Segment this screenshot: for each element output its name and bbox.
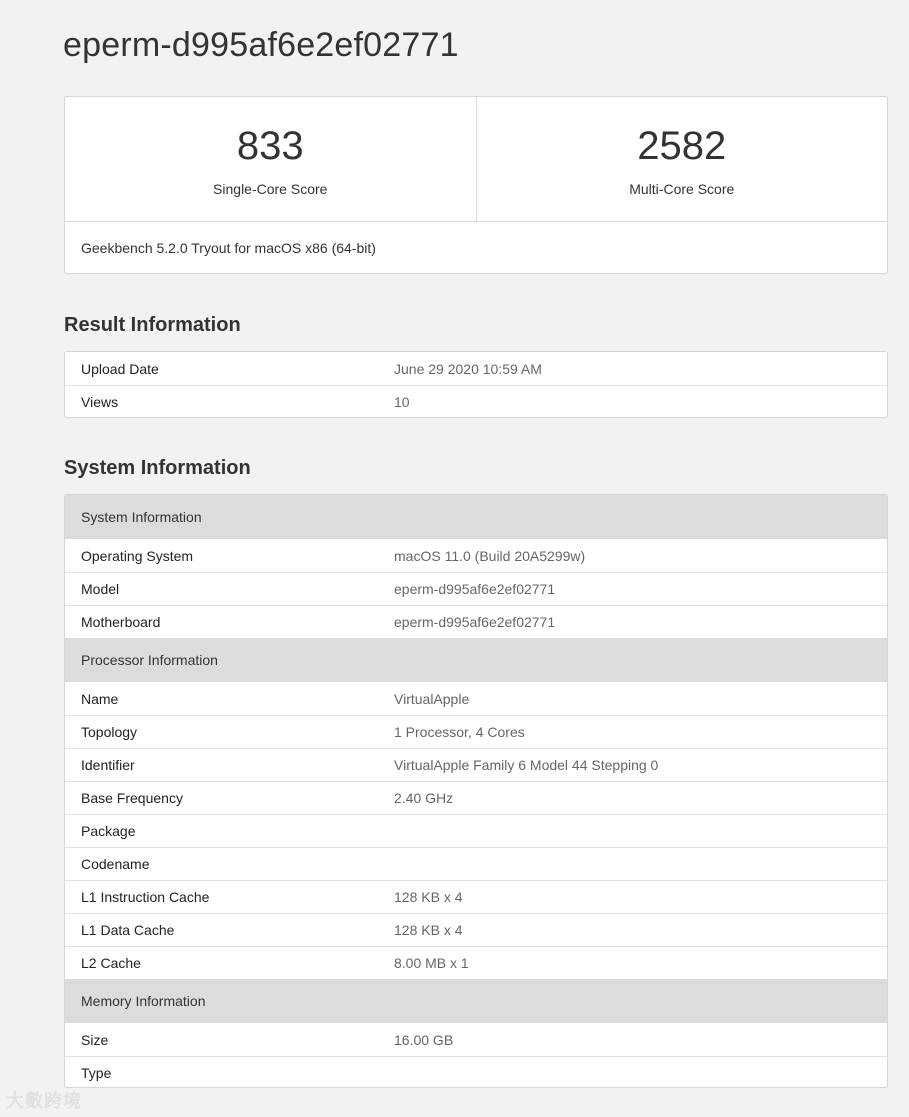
table-row xyxy=(65,572,887,605)
row-key: L1 Instruction Cache xyxy=(81,889,210,905)
row-key: Type xyxy=(81,1065,112,1081)
row-value: 128 KB x 4 xyxy=(394,889,463,905)
row-key: Views xyxy=(81,394,119,410)
result-information-table xyxy=(64,351,888,418)
row-value: 128 KB x 4 xyxy=(394,922,463,938)
table-row xyxy=(65,539,887,572)
row-key: Motherboard xyxy=(81,614,161,630)
row-key: Name xyxy=(81,690,119,707)
scores-row xyxy=(65,97,887,222)
row-key: Codename xyxy=(81,856,150,872)
row-key: Model xyxy=(81,581,120,597)
group-header-processor: Processor Information xyxy=(65,638,887,682)
group-header-system: System Information xyxy=(65,495,887,539)
score-card xyxy=(64,96,888,274)
table-row xyxy=(65,946,887,979)
table-row xyxy=(65,1056,887,1088)
row-value: VirtualApple Family 6 Model 44 Stepping 0 xyxy=(394,757,659,773)
system-information-title: System Information xyxy=(64,457,251,479)
row-value: 8.00 MB x 1 xyxy=(394,955,469,971)
multi-core-score xyxy=(476,97,888,221)
table-row xyxy=(65,352,887,385)
row-value: 2.40 GHz xyxy=(394,790,454,806)
table-row xyxy=(65,605,887,638)
multi-core-score-value: 2582 xyxy=(637,124,727,168)
table-row xyxy=(65,913,887,946)
row-key: Size xyxy=(81,1031,109,1048)
result-information-title: Result Information xyxy=(64,314,241,336)
table-row xyxy=(65,781,887,814)
row-key: Operating System xyxy=(81,547,194,564)
table-row xyxy=(65,682,887,715)
single-core-score-value: 833 xyxy=(236,124,304,168)
row-key: L1 Data Cache xyxy=(81,922,175,938)
table-row xyxy=(65,814,887,847)
row-key: Base Frequency xyxy=(81,790,183,806)
row-key: L2 Cache xyxy=(81,955,141,971)
table-row xyxy=(65,748,887,781)
single-core-score xyxy=(65,97,476,221)
row-key: Upload Date xyxy=(81,360,159,377)
row-value: eperm-d995af6e2ef02771 xyxy=(394,581,556,597)
page-title: eperm-d995af6e2ef02771 xyxy=(63,26,459,64)
row-value: macOS 11.0 (Build 20A5299w) xyxy=(394,547,586,564)
table-row xyxy=(65,715,887,748)
row-value: 16.00 GB xyxy=(394,1031,454,1048)
watermark: 大數跨境 xyxy=(6,1091,82,1111)
row-value: eperm-d995af6e2ef02771 xyxy=(394,614,556,630)
row-value: June 29 2020 10:59 AM xyxy=(394,360,542,377)
table-row xyxy=(65,385,887,418)
table-row xyxy=(65,880,887,913)
table-row xyxy=(65,1023,887,1056)
row-key: Topology xyxy=(81,724,138,740)
table-row xyxy=(65,847,887,880)
group-header-memory: Memory Information xyxy=(65,979,887,1023)
row-value: 10 xyxy=(394,394,410,410)
single-core-score-label: Single-Core Score xyxy=(213,181,328,197)
system-information-table xyxy=(64,494,888,1088)
row-value: 1 Processor, 4 Cores xyxy=(394,724,525,740)
row-value: VirtualApple xyxy=(394,690,470,707)
row-key: Identifier xyxy=(81,757,135,773)
multi-core-score-label: Multi-Core Score xyxy=(629,181,735,197)
row-key: Package xyxy=(81,823,136,839)
benchmark-version: Geekbench 5.2.0 Tryout for macOS x86 (64-bit) xyxy=(81,240,376,256)
